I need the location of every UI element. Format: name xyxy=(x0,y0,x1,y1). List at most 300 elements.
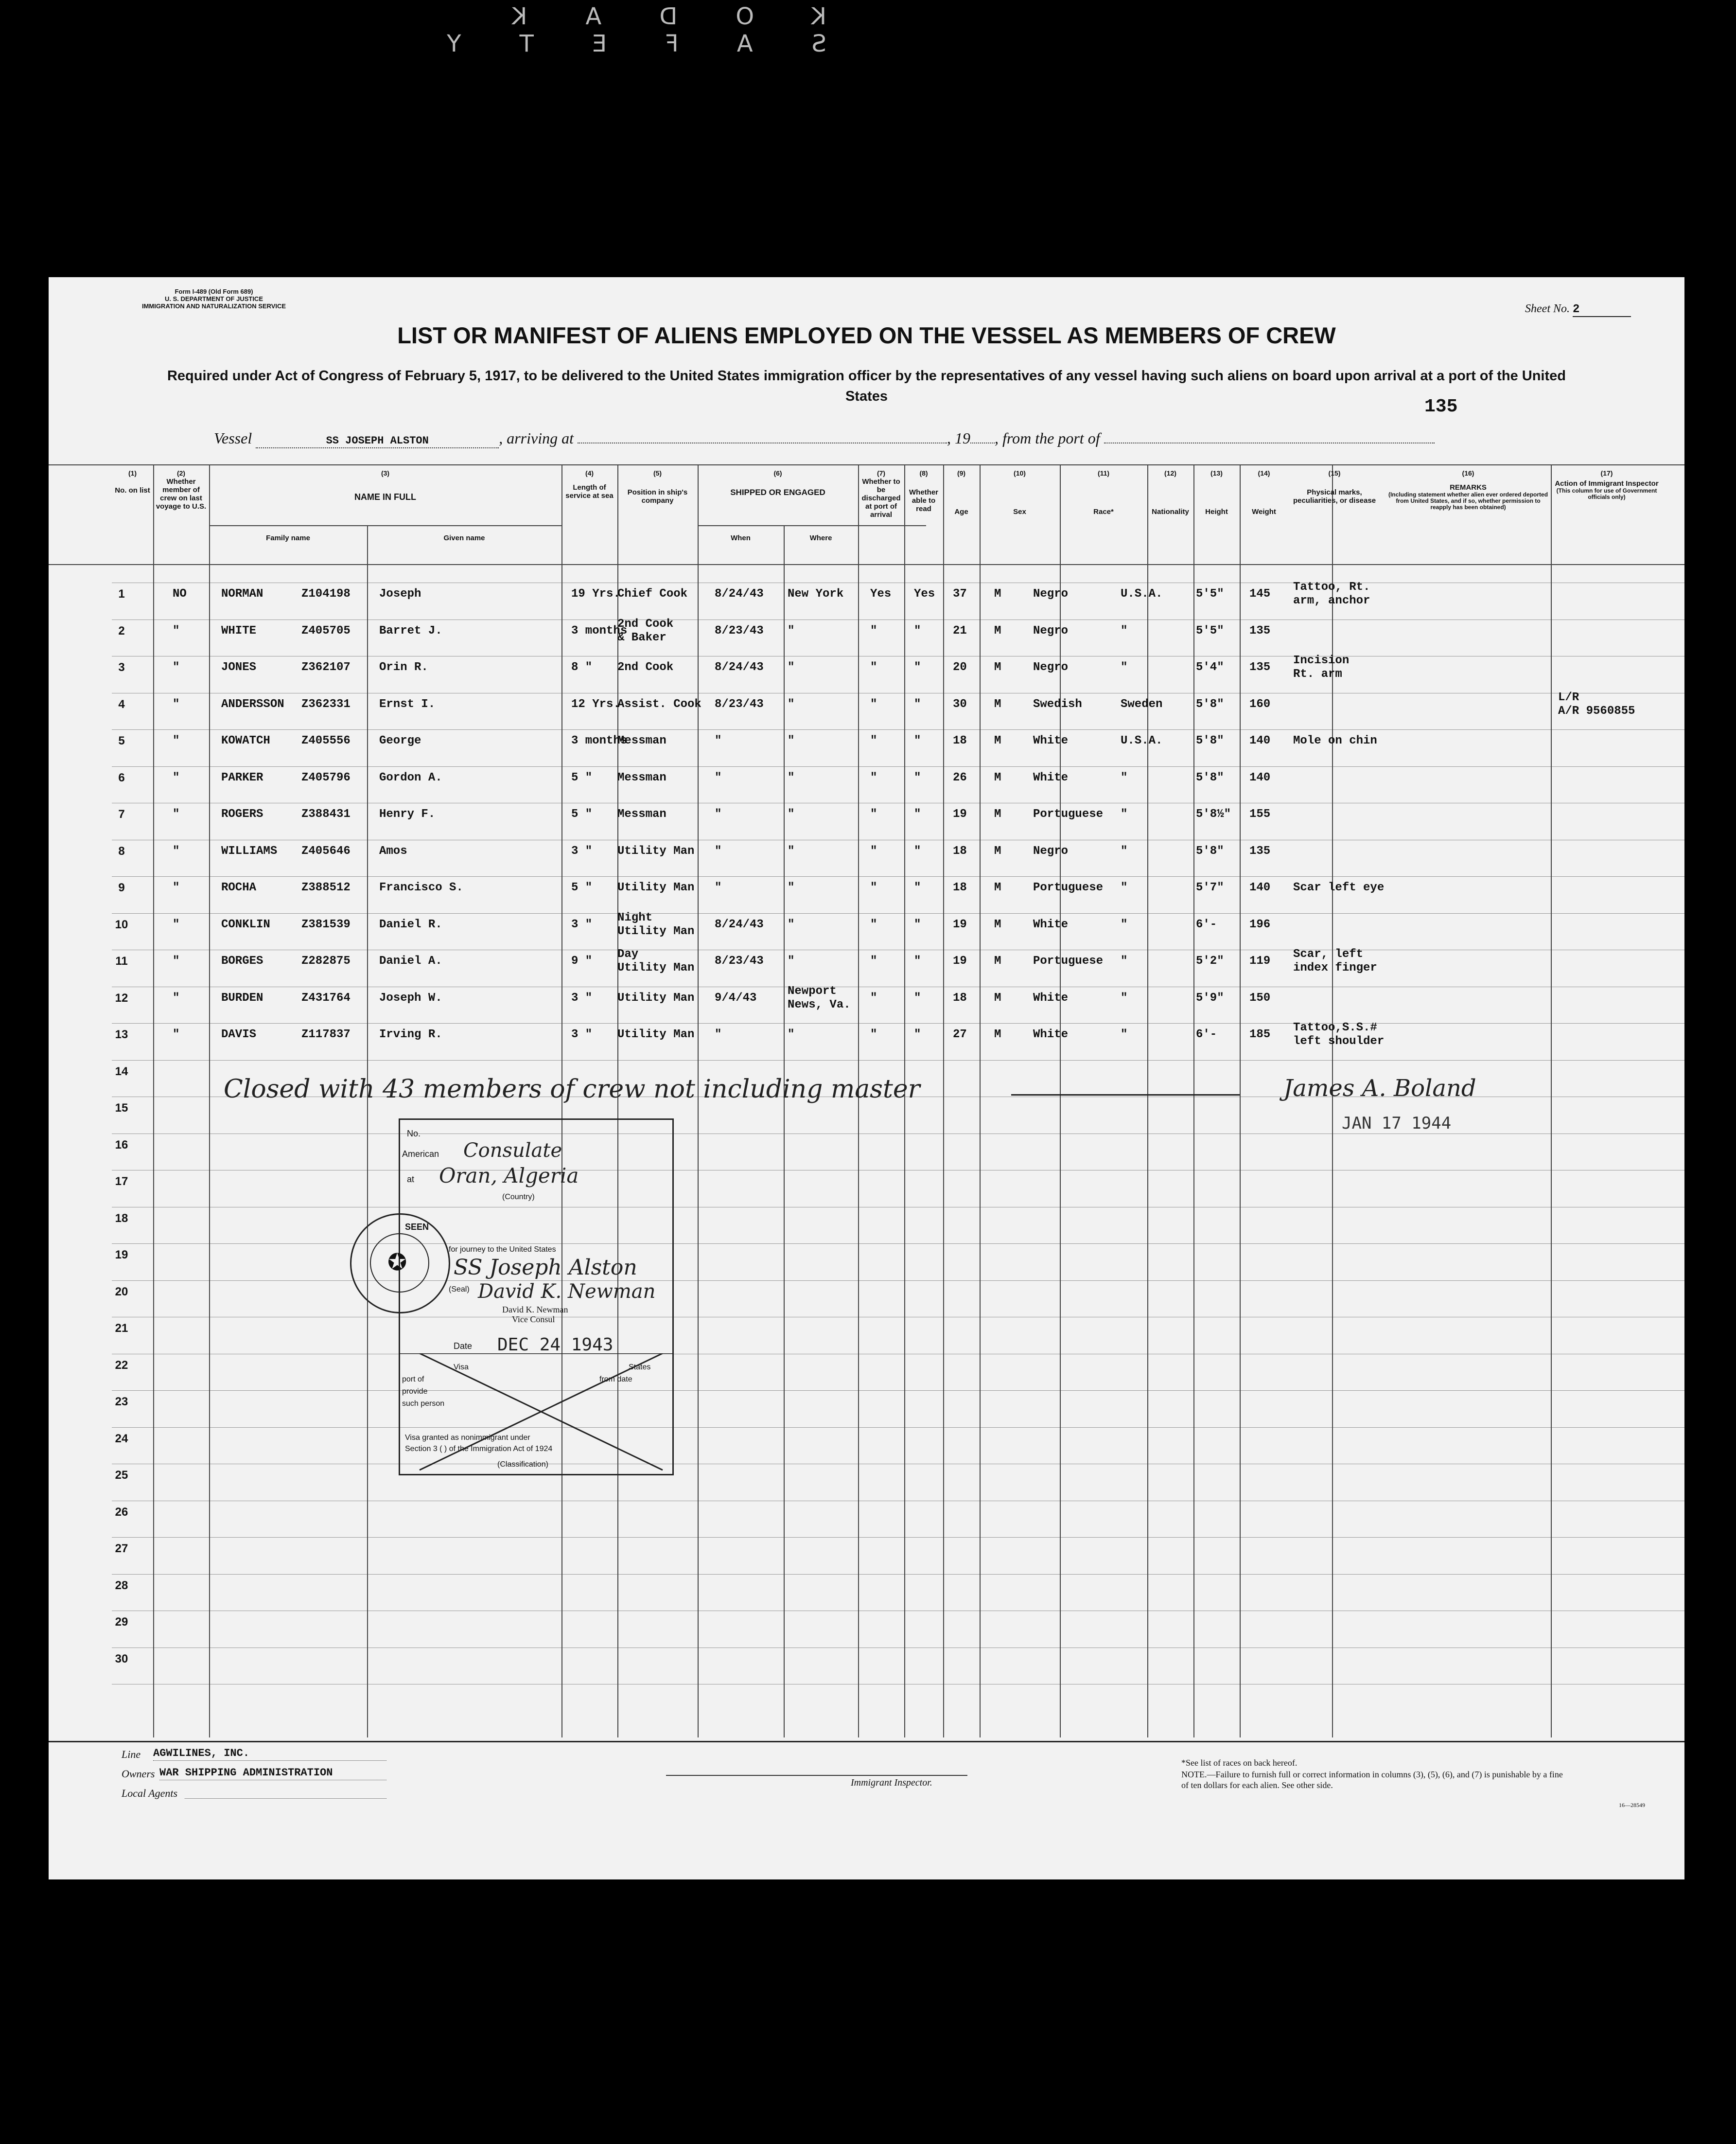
cell-nationality: " xyxy=(1121,991,1128,1005)
cell-prev: " xyxy=(173,808,180,821)
cell-discharged: " xyxy=(870,991,877,1005)
cell-sex: M xyxy=(994,734,1001,747)
cell-where: " xyxy=(788,734,795,747)
cell-weight: 145 xyxy=(1249,587,1271,601)
cell-id: Z104198 xyxy=(301,587,351,601)
col-num: (9) xyxy=(957,469,966,477)
col-rule xyxy=(980,464,981,1737)
col-num: (14) xyxy=(1258,469,1270,477)
cell-position: Messman xyxy=(617,771,666,784)
stamp-date-label: Date xyxy=(454,1341,473,1351)
cell-family: ROCHA xyxy=(221,881,257,894)
cell-read: " xyxy=(914,808,921,821)
cell-marks: Scar, left index finger xyxy=(1293,948,1377,975)
cell-given: Ernst I. xyxy=(379,697,436,711)
service-name: IMMIGRATION AND NATURALIZATION SERVICE xyxy=(141,302,286,310)
row-rule xyxy=(112,1427,1684,1428)
cell-sex: M xyxy=(994,661,1001,674)
cell-family: ROGERS xyxy=(221,808,263,821)
manifest-sheet xyxy=(49,277,1684,1879)
cell-sex: M xyxy=(994,918,1001,931)
cell-read: " xyxy=(914,881,921,894)
col-header-17 xyxy=(1551,469,1663,500)
col-label: Race* xyxy=(1093,508,1114,516)
cell-read: " xyxy=(914,918,921,931)
cell-sex: M xyxy=(994,1028,1001,1041)
cell-family: JONES xyxy=(221,661,257,674)
cell-when: " xyxy=(715,771,722,784)
cell-prev: " xyxy=(173,955,180,968)
col-label: Length of service at sea xyxy=(565,483,614,500)
cell-family: DAVIS xyxy=(221,1028,257,1041)
form-number: Form I-489 (Old Form 689) xyxy=(175,288,253,295)
col-num: (16) xyxy=(1462,469,1474,477)
row-rule xyxy=(112,876,1684,877)
cell-sex: M xyxy=(994,844,1001,858)
cell-weight: 196 xyxy=(1249,918,1271,931)
races-note: *See list of races on back hereof. xyxy=(1181,1758,1298,1768)
col-num: (3) xyxy=(381,469,390,477)
col-label: REMARKS xyxy=(1450,483,1487,492)
col-header-6 xyxy=(698,469,858,496)
cell-where: Newport News, Va. xyxy=(788,984,851,1011)
cell-where: " xyxy=(788,624,795,638)
cell-age: 27 xyxy=(953,1028,967,1041)
row-number: 2 xyxy=(118,624,125,638)
cell-nationality: U.S.A. xyxy=(1121,587,1163,601)
stamp-no-label: No. xyxy=(407,1129,421,1138)
row-rule xyxy=(112,1280,1684,1281)
cell-given: Henry F. xyxy=(379,808,436,821)
cell-prev: " xyxy=(173,697,180,711)
col-rule xyxy=(1240,464,1241,1737)
cell-where: " xyxy=(788,918,795,931)
cell-when: 9/4/43 xyxy=(715,991,757,1005)
table-header-rule xyxy=(49,564,1684,565)
col-num: (1) xyxy=(128,469,137,477)
owners-value: WAR SHIPPING ADMINISTRATION xyxy=(159,1766,386,1780)
stamp-visa-granted: Visa granted as nonimmigrant under xyxy=(405,1434,530,1442)
col-rule xyxy=(784,525,785,1737)
cell-height: 5'4" xyxy=(1196,661,1224,674)
cell-weight: 140 xyxy=(1249,881,1271,894)
cell-read: " xyxy=(914,771,921,784)
col-rule xyxy=(1551,464,1552,1737)
cell-given: Daniel R. xyxy=(379,918,442,931)
row-number: 28 xyxy=(115,1578,128,1592)
cell-age: 18 xyxy=(953,881,967,894)
cell-service: 3 months xyxy=(571,734,628,747)
cell-read: " xyxy=(914,991,921,1005)
col-label: Nationality xyxy=(1152,508,1189,516)
col-num: (2) xyxy=(176,469,186,477)
row-number: 8 xyxy=(118,844,125,858)
col-header-16 xyxy=(1385,469,1551,511)
cell-read: " xyxy=(914,697,921,711)
cell-position: 2nd Cook & Baker xyxy=(617,617,674,644)
col-header-2 xyxy=(153,469,209,511)
cell-nationality: Sweden xyxy=(1121,697,1163,711)
seal-eagle-icon: ✪ xyxy=(387,1250,407,1276)
cell-id: Z388431 xyxy=(301,808,351,821)
stamp-date: DEC 24 1943 xyxy=(497,1335,614,1355)
stamp-line-text: port of xyxy=(402,1375,424,1383)
stamp-at-label: at xyxy=(407,1174,415,1184)
cell-where: " xyxy=(788,881,795,894)
cell-id: Z405556 xyxy=(301,734,351,747)
row-number: 14 xyxy=(115,1064,128,1078)
stamp-country-label: (Country) xyxy=(502,1193,535,1201)
closing-note-rule xyxy=(1011,1094,1240,1096)
film-edge-text: KODAK SAFETY xyxy=(388,3,826,57)
col-num: (17) xyxy=(1600,469,1613,477)
cell-family: ANDERSSON xyxy=(221,697,284,711)
stamp-journey-text: for journey to the United States xyxy=(449,1245,556,1254)
cell-weight: 160 xyxy=(1249,697,1271,711)
col-rule xyxy=(1060,464,1061,1737)
arriving-label: , arriving at xyxy=(499,429,574,447)
cell-race: White xyxy=(1033,918,1069,931)
cell-race: White xyxy=(1033,771,1069,784)
cell-nationality: " xyxy=(1121,881,1128,894)
cell-height: 6'- xyxy=(1196,918,1217,931)
cell-action: L/R A/R 9560855 xyxy=(1558,691,1635,718)
sheet-value: 2 xyxy=(1573,303,1631,317)
cell-when: 8/24/43 xyxy=(715,587,764,601)
cell-where: " xyxy=(788,1028,795,1041)
from-port-label: , from the port of xyxy=(994,429,1100,447)
col-label: Whether able to read xyxy=(909,488,938,513)
cell-when: 8/23/43 xyxy=(715,697,764,711)
cell-given: Joseph W. xyxy=(379,991,442,1005)
cell-where: " xyxy=(788,955,795,968)
stamp-signer-title: Vice Consul xyxy=(512,1314,555,1324)
page-number: 135 xyxy=(1424,396,1458,417)
row-number: 12 xyxy=(115,991,128,1005)
row-number: 3 xyxy=(118,661,125,674)
cell-read: " xyxy=(914,661,921,674)
cell-sex: M xyxy=(994,624,1001,638)
cell-race: White xyxy=(1033,991,1069,1005)
cell-prev: " xyxy=(173,624,180,638)
cell-when: 8/24/43 xyxy=(715,918,764,931)
cell-age: 18 xyxy=(953,844,967,858)
row-number: 7 xyxy=(118,808,125,821)
cell-position: Utility Man xyxy=(617,991,695,1005)
col-label: SHIPPED OR ENGAGED xyxy=(730,488,825,497)
cell-race: Portuguese xyxy=(1033,808,1104,821)
consulate-seal xyxy=(350,1213,450,1313)
stamp-consulate: Consulate xyxy=(463,1139,562,1162)
cell-where: " xyxy=(788,697,795,711)
cell-discharged: " xyxy=(870,955,877,968)
cell-position: Utility Man xyxy=(617,844,695,858)
col-header-8 xyxy=(904,469,943,513)
cell-marks: Tattoo, Rt. arm, anchor xyxy=(1293,581,1370,607)
col-header-given: Given name xyxy=(443,534,485,542)
stamp-states-text: States xyxy=(629,1363,651,1371)
row-number: 22 xyxy=(115,1358,128,1372)
cell-position: Messman xyxy=(617,734,666,747)
cell-nationality: " xyxy=(1121,955,1128,968)
cell-weight: 185 xyxy=(1249,1028,1271,1041)
cell-service: 3 " xyxy=(571,991,593,1005)
cell-weight: 135 xyxy=(1249,844,1271,858)
row-number: 19 xyxy=(115,1248,128,1261)
line-value: AGWILINES, INC. xyxy=(153,1747,386,1761)
cell-nationality: " xyxy=(1121,661,1128,674)
cell-prev: " xyxy=(173,918,180,931)
year-field xyxy=(970,430,995,443)
cell-position: Chief Cook xyxy=(617,587,688,601)
cell-id: Z362331 xyxy=(301,697,351,711)
cell-service: 5 " xyxy=(571,881,593,894)
stamp-cancel-cross xyxy=(400,1353,672,1474)
cell-discharged: " xyxy=(870,734,877,747)
cell-race: White xyxy=(1033,1028,1069,1041)
inspector-label: Immigrant Inspector. xyxy=(851,1777,932,1788)
col-label: Whether to be discharged at port of arrival xyxy=(861,478,901,519)
col-sublabel: (This column for use of Government officials only) xyxy=(1556,487,1657,500)
col-sublabel: (Including statement whether alien ever ordered deported from United States, and if so, whether permission to reapply has been obtained) xyxy=(1388,491,1548,511)
cell-sex: M xyxy=(994,587,1001,601)
col-label: Age xyxy=(954,508,968,516)
cell-prev: NO xyxy=(173,587,187,601)
cell-sex: M xyxy=(994,881,1001,894)
row-number: 15 xyxy=(115,1101,128,1115)
cell-weight: 135 xyxy=(1249,624,1271,638)
col-header-10 xyxy=(980,469,1060,516)
cell-given: Daniel A. xyxy=(379,955,442,968)
line-label: Line xyxy=(122,1748,141,1760)
stamp-section-text: Section 3 ( ) of the Immigration Act of 1924 xyxy=(405,1445,553,1453)
cell-nationality: " xyxy=(1121,1028,1128,1041)
cell-position: Utility Man xyxy=(617,1028,695,1041)
col-label: Height xyxy=(1205,508,1228,516)
cell-sex: M xyxy=(994,697,1001,711)
cell-weight: 140 xyxy=(1249,771,1271,784)
row-number: 1 xyxy=(118,587,125,601)
row-number: 20 xyxy=(115,1285,128,1298)
cell-height: 5'8" xyxy=(1196,771,1224,784)
cell-prev: " xyxy=(173,734,180,747)
cell-id: Z405705 xyxy=(301,624,351,638)
cell-race: Negro xyxy=(1033,624,1069,638)
cell-race: Negro xyxy=(1033,661,1069,674)
cell-age: 19 xyxy=(953,918,967,931)
col-header-9 xyxy=(943,469,980,516)
cell-family: WILLIAMS xyxy=(221,844,278,858)
cell-weight: 140 xyxy=(1249,734,1271,747)
cell-given: Joseph xyxy=(379,587,421,601)
cell-when: " xyxy=(715,844,722,858)
col-rule xyxy=(367,525,368,1737)
row-rule xyxy=(112,1243,1684,1244)
cell-family: WHITE xyxy=(221,624,257,638)
cell-nationality: " xyxy=(1121,808,1128,821)
cell-discharged: " xyxy=(870,918,877,931)
cell-age: 19 xyxy=(953,955,967,968)
cell-discharged: " xyxy=(870,771,877,784)
cell-read: " xyxy=(914,624,921,638)
col-header-1 xyxy=(112,469,153,495)
sheet-number xyxy=(1525,302,1631,317)
inspector-date-stamp: JAN 17 1944 xyxy=(1342,1114,1452,1133)
cell-marks: Incision Rt. arm xyxy=(1293,654,1350,681)
cell-discharged: " xyxy=(870,697,877,711)
col-header-7 xyxy=(858,469,904,519)
cell-discharged: " xyxy=(870,881,877,894)
cell-position: 2nd Cook xyxy=(617,661,674,674)
col-num: (13) xyxy=(1210,469,1223,477)
row-number: 24 xyxy=(115,1432,128,1445)
row-rule xyxy=(112,766,1684,767)
row-rule xyxy=(112,1537,1684,1538)
cell-id: Z405646 xyxy=(301,844,351,858)
col-header-12 xyxy=(1147,469,1193,516)
col-header-14 xyxy=(1240,469,1288,516)
col-num: (12) xyxy=(1164,469,1176,477)
cell-nationality: " xyxy=(1121,771,1128,784)
col-header-family: Family name xyxy=(266,534,310,542)
cell-where: New York xyxy=(788,587,844,601)
row-number: 27 xyxy=(115,1542,128,1555)
stamp-line-text: such person xyxy=(402,1400,445,1408)
cell-discharged: " xyxy=(870,624,877,638)
cell-weight: 150 xyxy=(1249,991,1271,1005)
cell-marks: Tattoo,S.S.# left shoulder xyxy=(1293,1021,1385,1048)
cell-age: 21 xyxy=(953,624,967,638)
col-rule xyxy=(943,464,944,1737)
cell-discharged: " xyxy=(870,661,877,674)
stamp-vessel: SS Joseph Alston xyxy=(454,1255,637,1280)
cell-prev: " xyxy=(173,881,180,894)
sheet-label: Sheet No. xyxy=(1525,302,1570,315)
cell-id: Z362107 xyxy=(301,661,351,674)
cell-prev: " xyxy=(173,771,180,784)
cell-height: 5'7" xyxy=(1196,881,1224,894)
cell-age: 19 xyxy=(953,808,967,821)
cell-height: 6'- xyxy=(1196,1028,1217,1041)
form-code: 16—28549 xyxy=(1619,1802,1645,1808)
cell-when: 8/23/43 xyxy=(715,624,764,638)
cell-given: Irving R. xyxy=(379,1028,442,1041)
cell-when: " xyxy=(715,734,722,747)
cell-height: 5'8½" xyxy=(1196,808,1231,821)
row-number: 18 xyxy=(115,1211,128,1225)
row-number: 13 xyxy=(115,1028,128,1041)
cell-when: " xyxy=(715,1028,722,1041)
cell-given: Barret J. xyxy=(379,624,442,638)
col-num: (11) xyxy=(1097,469,1110,477)
page-title: LIST OR MANIFEST OF ALIENS EMPLOYED ON THE VESSEL AS MEMBERS OF CREW xyxy=(397,322,1336,348)
stamp-line-text: provide xyxy=(402,1387,428,1396)
row-rule xyxy=(112,1060,1684,1061)
shipped-subrule xyxy=(698,525,926,526)
arriving-field xyxy=(578,430,947,443)
stamp-seen-label: SEEN xyxy=(405,1222,429,1232)
cell-weight: 155 xyxy=(1249,808,1271,821)
col-label: NAME IN FULL xyxy=(354,492,416,502)
col-header-where: Where xyxy=(809,534,832,542)
col-header-4 xyxy=(561,469,617,500)
cell-race: Portuguese xyxy=(1033,881,1104,894)
cell-id: Z381539 xyxy=(301,918,351,931)
cell-service: 5 " xyxy=(571,808,593,821)
col-header-13 xyxy=(1193,469,1240,516)
cell-id: Z282875 xyxy=(301,955,351,968)
cell-race: White xyxy=(1033,734,1069,747)
cell-discharged: " xyxy=(870,808,877,821)
cell-family: BURDEN xyxy=(221,991,263,1005)
cell-given: George xyxy=(379,734,421,747)
cell-weight: 135 xyxy=(1249,661,1271,674)
cell-where: " xyxy=(788,771,795,784)
cell-id: Z431764 xyxy=(301,991,351,1005)
cell-family: PARKER xyxy=(221,771,263,784)
col-rule xyxy=(209,464,210,1737)
cell-discharged: Yes xyxy=(870,587,892,601)
cell-sex: M xyxy=(994,955,1001,968)
page-subtitle: Required under Act of Congress of February 5, 1917, to be delivered to the United States immigration officer by the representatives of any vessel having such aliens on board upon arrival at a port of the United States xyxy=(167,368,1566,404)
row-number: 26 xyxy=(115,1505,128,1519)
cell-given: Francisco S. xyxy=(379,881,463,894)
cell-position: Night Utility Man xyxy=(617,911,695,938)
col-num: (7) xyxy=(877,469,886,477)
cell-prev: " xyxy=(173,661,180,674)
cell-position: Messman xyxy=(617,808,666,821)
local-agents-label: Local Agents xyxy=(122,1787,178,1799)
cell-height: 5'5" xyxy=(1196,587,1224,601)
col-label: No. on list xyxy=(115,486,150,495)
cell-race: Negro xyxy=(1033,844,1069,858)
row-rule xyxy=(112,1574,1684,1575)
vessel-label: Vessel xyxy=(214,429,252,447)
cell-given: Gordon A. xyxy=(379,771,442,784)
cell-marks: Mole on chin xyxy=(1293,734,1377,747)
cell-where: " xyxy=(788,844,795,858)
cell-when: 8/23/43 xyxy=(715,955,764,968)
cell-read: " xyxy=(914,734,921,747)
cell-position: Day Utility Man xyxy=(617,948,695,975)
cell-where: " xyxy=(788,661,795,674)
cell-family: KOWATCH xyxy=(221,734,270,747)
cell-height: 5'8" xyxy=(1196,844,1224,858)
row-number: 25 xyxy=(115,1469,128,1482)
cell-service: 3 " xyxy=(571,844,593,858)
owners-label: Owners xyxy=(122,1768,155,1780)
table-top-rule xyxy=(49,464,1684,465)
department-name: U. S. DEPARTMENT OF JUSTICE xyxy=(165,295,263,302)
cell-when: 8/24/43 xyxy=(715,661,764,674)
row-number: 29 xyxy=(115,1615,128,1629)
col-label: Action of Immigrant Inspector xyxy=(1555,479,1659,488)
cell-service: 5 " xyxy=(571,771,593,784)
cell-read: " xyxy=(914,1028,921,1041)
cell-race: Negro xyxy=(1033,587,1069,601)
cell-height: 5'8" xyxy=(1196,697,1224,711)
row-number: 23 xyxy=(115,1395,128,1408)
cell-race: Swedish xyxy=(1033,697,1082,711)
stamp-signature: David K. Newman xyxy=(478,1280,656,1303)
name-subrule xyxy=(209,525,561,526)
col-rule xyxy=(1147,464,1148,1737)
inspector-signature: James A. Boland xyxy=(1283,1075,1476,1102)
inspector-signature-line xyxy=(666,1775,967,1776)
cell-age: 26 xyxy=(953,771,967,784)
col-header-15 xyxy=(1288,469,1381,505)
cell-position: Assist. Cook xyxy=(617,697,701,711)
